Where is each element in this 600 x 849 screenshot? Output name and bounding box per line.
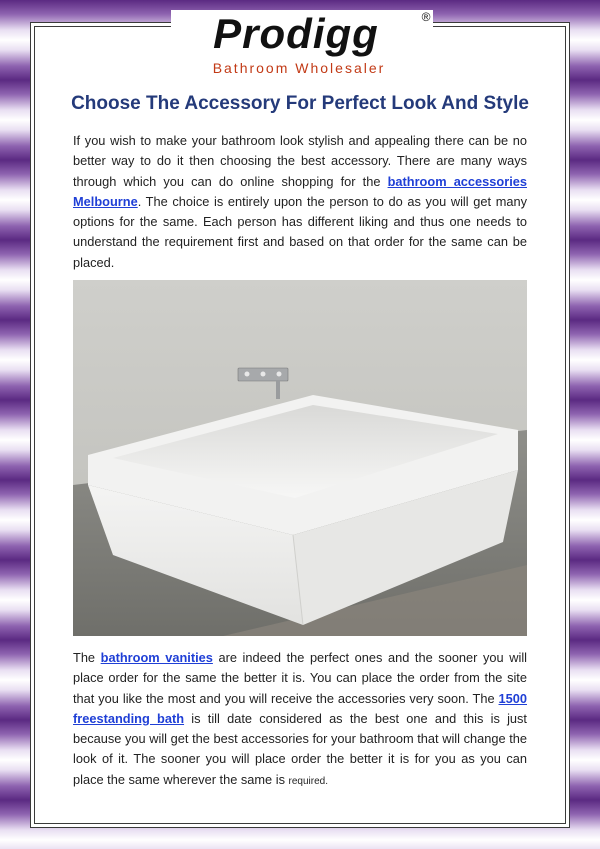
- details-text-3: is till date considered as the best one and this is just because you will get the best accessories for your bathroom that will change the look of it. The sooner you will place order the better it is for you as you can place the same wherever the same is: [73, 710, 527, 787]
- tap-knob-right: [277, 372, 282, 377]
- page-title: Choose The Accessory For Perfect Look And Style: [71, 93, 529, 114]
- logo-wordmark: Prodigg: [213, 10, 379, 57]
- bathroom-accessories-link[interactable]: bathroom accessories Melbourne: [73, 173, 527, 209]
- intro-text-before: If you wish to make your bathroom look stylish and appealing there can be no better way to do it then choosing the best accessory. There are many ways through which you can do online shopping for the: [73, 133, 527, 189]
- freestanding-bathtub-illustration: [73, 280, 527, 636]
- details-text-1: The: [73, 650, 101, 665]
- details-paragraph: [73, 648, 527, 792]
- intro-text-after: . The choice is entirely upon the person to do as you will get many options for the same. Each person has different liking and thus one needs to understand the requirement first and based on that order for the same can be placed.: [73, 193, 527, 270]
- bathtub-photo: [73, 280, 527, 636]
- freestanding-bath-link[interactable]: 1500 freestanding bath: [73, 690, 527, 726]
- brand-logo: [171, 10, 433, 82]
- registered-mark: ®: [421, 10, 431, 24]
- tap-knob-middle: [261, 372, 266, 377]
- tap-spout: [276, 381, 280, 399]
- bathroom-vanities-link[interactable]: bathroom vanities: [100, 650, 213, 665]
- tap-knob-left: [245, 372, 250, 377]
- details-text-2: are indeed the perfect ones and the sooner you will place order for the same the better it is. You can place the order from the site that you like the most and you will receive the accessories very soon. The: [73, 650, 527, 706]
- intro-paragraph: [73, 131, 527, 273]
- logo-tagline: Bathroom Wholesaler: [212, 60, 386, 76]
- details-text-tail: required.: [288, 775, 328, 787]
